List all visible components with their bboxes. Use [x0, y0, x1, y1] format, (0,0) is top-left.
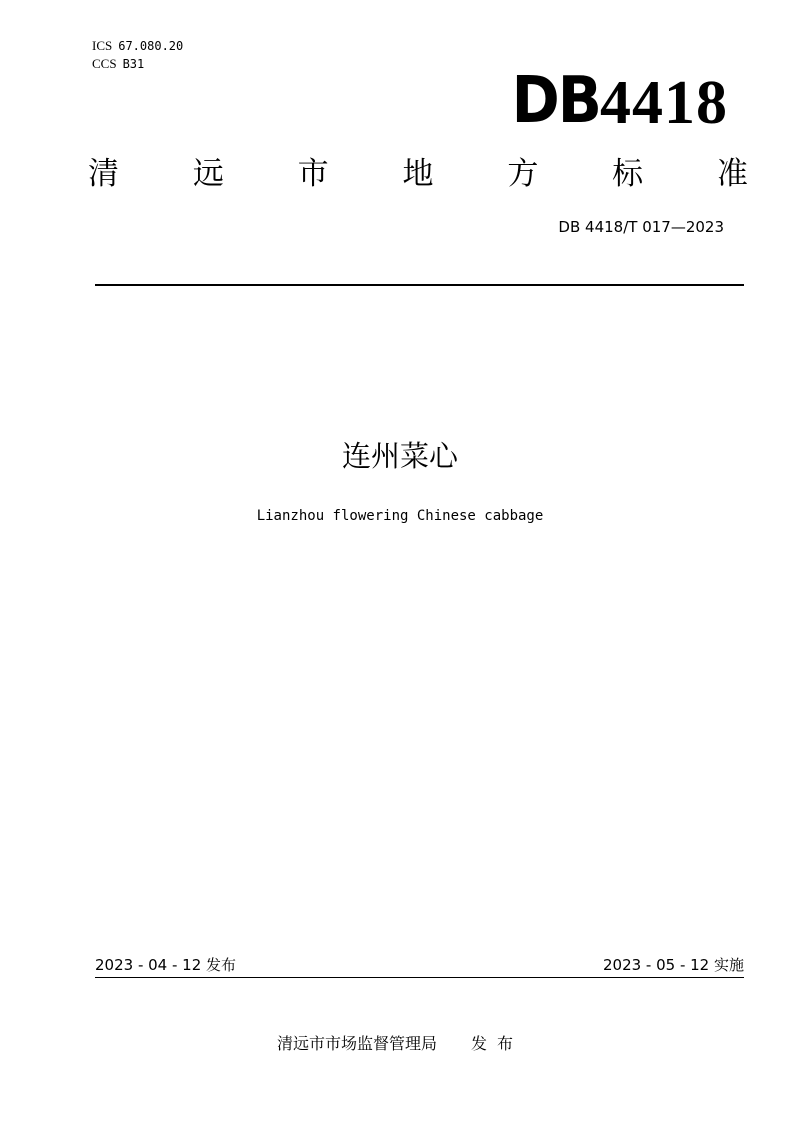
ccs-label: CCS — [92, 56, 117, 71]
standard-type-char: 远 — [192, 156, 224, 192]
standard-mark — [511, 62, 728, 138]
standard-code: DB 4418/T 017—2023 — [558, 218, 724, 236]
ics-label: ICS — [92, 38, 113, 53]
standard-mark-prefix: DB — [511, 62, 600, 138]
standard-type-char: 准 — [716, 156, 748, 192]
document-title-chinese: 连州菜心 — [341, 439, 458, 473]
document-title-english: Lianzhou flowering Chinese cabbage — [256, 508, 544, 524]
ccs-code — [92, 56, 144, 72]
implementation-date: 2023 - 05 - 12 实施 — [602, 956, 744, 974]
standard-type-char: 市 — [297, 156, 329, 192]
standard-type-heading — [88, 152, 748, 196]
bottom-divider — [95, 977, 744, 978]
ccs-value: B31 — [122, 57, 145, 71]
issuer-suffix: 发布 — [471, 1034, 524, 1053]
standard-type-char: 清 — [88, 156, 119, 192]
standard-mark-number: 4418 — [600, 69, 728, 137]
standard-type-char: 标 — [612, 156, 644, 192]
issuer-name: 清远市市场监督管理局 — [276, 1034, 437, 1053]
ics-code — [92, 38, 183, 54]
standard-type-char: 地 — [402, 156, 434, 192]
ics-value: 67.080.20 — [118, 39, 184, 53]
issuer-line — [0, 1032, 800, 1056]
issue-date: 2023 - 04 - 12 发布 — [95, 956, 237, 974]
standard-type-char: 方 — [507, 156, 539, 192]
top-divider — [95, 284, 744, 286]
